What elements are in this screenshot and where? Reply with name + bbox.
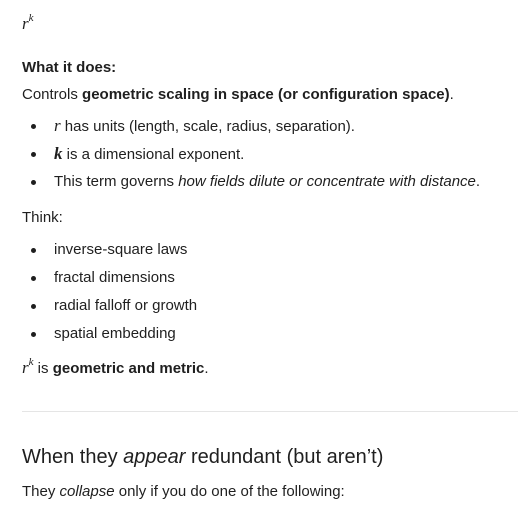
section-divider xyxy=(22,411,518,412)
collapse-line: They collapse only if you do one of the following: xyxy=(22,483,345,500)
section-heading: When they appear redundant (but aren’t) xyxy=(22,446,384,468)
think-label: Think: xyxy=(22,209,63,226)
list-item: spatial embedding xyxy=(22,320,512,348)
rk-summary-line: $r^k$ is geometric and metric. xyxy=(22,356,209,377)
bullet-list-properties xyxy=(22,112,512,196)
math-exponent: k xyxy=(28,12,34,24)
math-base: r xyxy=(22,14,29,33)
list-item: radial falloff or growth xyxy=(22,292,512,320)
list-item: inverse-square laws xyxy=(22,236,512,264)
list-item: This term governs how fields dilute or concentrate with distance. xyxy=(22,168,512,196)
controls-line: Controls geometric scaling in space (or configuration space). xyxy=(22,86,454,103)
rk-symbol xyxy=(22,14,34,34)
bullet-list-examples xyxy=(22,236,512,348)
list-item: r has units (length, scale, radius, separation). xyxy=(22,112,512,140)
what-it-does-label: What it does: xyxy=(22,59,117,76)
list-item: k is a dimensional exponent. xyxy=(22,140,512,168)
list-item: fractal dimensions xyxy=(22,264,512,292)
